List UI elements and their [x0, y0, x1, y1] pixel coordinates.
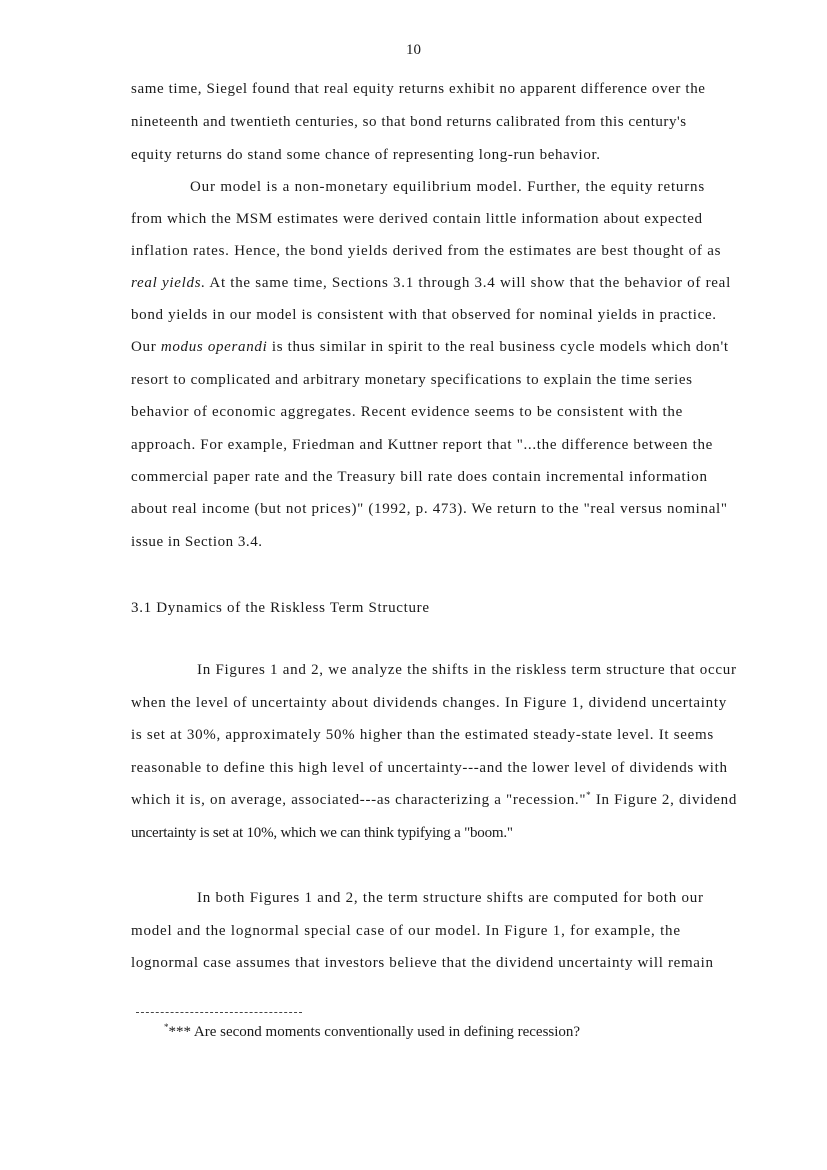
text-line [131, 274, 731, 292]
text-line: resort to complicated and arbitrary monetary specifications to explain the time series [131, 372, 693, 388]
text-segment: In Figure 2, dividend [591, 792, 738, 808]
text-line: behavior of economic aggregates. Recent evidence seems to be consistent with the [131, 404, 684, 420]
text-line: In both Figures 1 and 2, the term structure shifts are computed for both our [197, 890, 704, 906]
section-heading: 3.1 Dynamics of the Riskless Term Structure [131, 600, 430, 616]
text-line: bond yields in our model is consistent with that observed for nominal yields in practice. [131, 307, 717, 323]
text-line: model and the lognormal special case of our model. In Figure 1, for example, the [131, 923, 681, 939]
text-segment: At the same time, Sections 3.1 through 3.4 will show that the behavior of real [205, 275, 731, 291]
footnote-text: *** Are second moments conventionally used in defining recession? [168, 1024, 581, 1040]
text-line [131, 338, 729, 356]
text-line: uncertainty is set at 10%, which we can think typifying a "boom." [131, 825, 513, 841]
text-line [131, 791, 737, 809]
text-line: Our model is a non-monetary equilibrium model. Further, the equity returns [190, 179, 705, 195]
text-line: approach. For example, Friedman and Kuttner report that "...the difference between the [131, 437, 713, 453]
text-segment: which it is, on average, associated---as characterizing a "recession." [131, 792, 587, 808]
text-line: issue in Section 3.4. [131, 534, 263, 550]
text-line: is set at 30%, approximately 50% higher than the estimated steady-state level. It seems [131, 727, 714, 743]
text-line: nineteenth and twentieth centuries, so that bond returns calibrated from this century's [131, 114, 687, 130]
text-line: equity returns do stand some chance of representing long-run behavior. [131, 147, 601, 163]
footnote [164, 1023, 580, 1041]
footnote-ref: * [586, 790, 592, 800]
text-segment: is thus similar in spirit to the real business cycle models which don't [267, 339, 729, 355]
text-line: commercial paper rate and the Treasury bill rate does contain incremental information [131, 469, 708, 485]
page-number: 10 [406, 42, 421, 58]
footnote-marker: * [164, 1022, 169, 1032]
text-line: when the level of uncertainty about dividends changes. In Figure 1, dividend uncertainty [131, 695, 728, 711]
text-line: from which the MSM estimates were derived contain little information about expected [131, 211, 703, 227]
footnote-rule [136, 1012, 302, 1013]
italic-text: modus operandi [160, 339, 268, 355]
italic-text: real yields. [131, 275, 206, 291]
text-line: inflation rates. Hence, the bond yields derived from the estimates are best thought of as [131, 243, 722, 259]
text-line: In Figures 1 and 2, we analyze the shifts in the riskless term structure that occur [197, 662, 737, 678]
text-line: reasonable to define this high level of uncertainty---and the lower level of dividends with [131, 760, 728, 776]
text-line: same time, Siegel found that real equity returns exhibit no apparent difference over the [131, 81, 706, 97]
text-line: lognormal case assumes that investors believe that the dividend uncertainty will remain [131, 955, 714, 971]
text-line: about real income (but not prices)" (1992, p. 473). We return to the "real versus nominal" [131, 501, 728, 517]
text-segment: Our [131, 339, 161, 355]
